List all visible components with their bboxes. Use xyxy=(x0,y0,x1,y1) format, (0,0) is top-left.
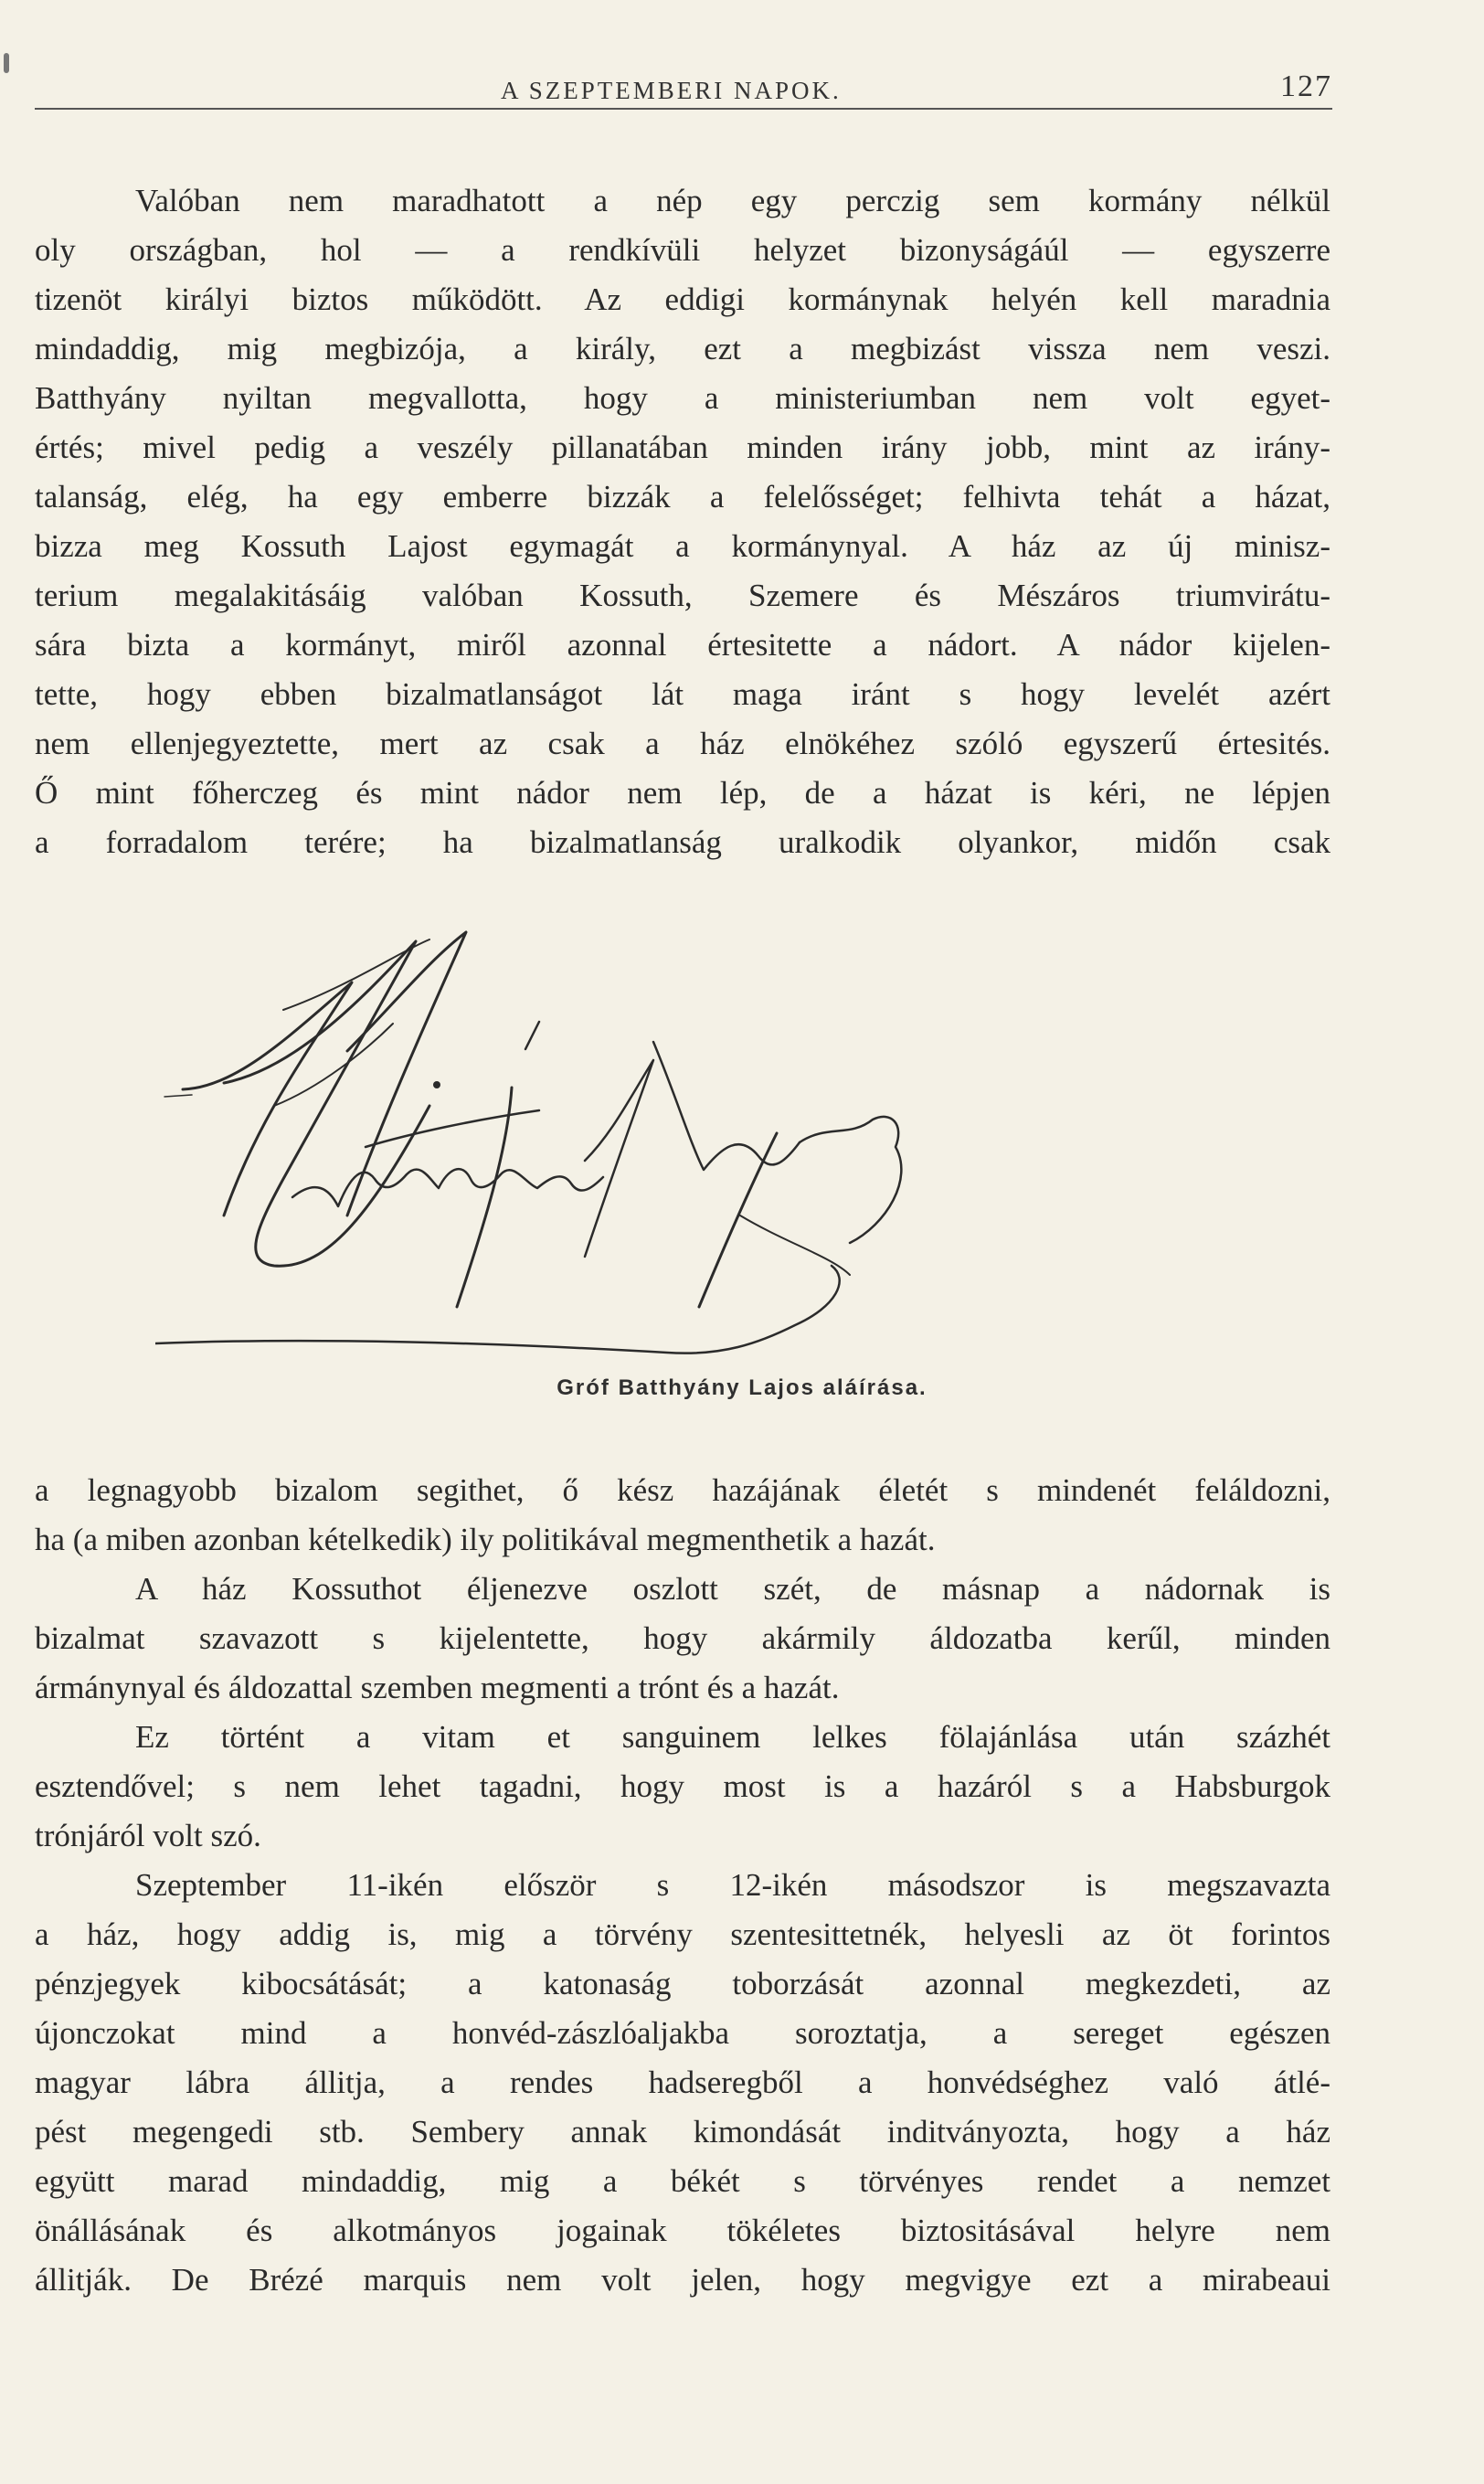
text-line: a legnagyobb bizalom segithet, ő kész hazájának életét s mindenét feláldozni, xyxy=(35,1472,1330,1508)
text-line: oly országban, hol — a rendkívüli helyzet bizonyságáúl — egyszerre xyxy=(35,232,1330,268)
text-line: ha (a miben azonban kételkedik) ily politikával megmenthetik a hazát. xyxy=(35,1522,936,1557)
text-line: bizza meg Kossuth Lajost egymagát a kormánynyal. A ház az új minisz- xyxy=(35,528,1330,564)
text-line: Ő mint főherczeg és mint nádor nem lép, de a házat is kéri, ne lépjen xyxy=(35,775,1330,811)
text-line: értés; mivel pedig a veszély pillanatában minden irány jobb, mint az irány- xyxy=(35,430,1330,465)
text-line: nem ellenjegyeztette, mert az csak a ház elnökéhez szóló egyszerű értesités. xyxy=(35,726,1330,761)
paragraph-4 xyxy=(35,1713,1330,1861)
text-block-upper xyxy=(35,176,1330,867)
text-line: újonczokat mind a honvéd-zászlóaljakba soroztatja, a sereget egészen xyxy=(35,2015,1330,2051)
text-line: a forradalom terére; ha bizalmatlanság uralkodik olyankor, midőn csak xyxy=(35,824,1330,860)
text-line: mindaddig, mig megbizója, a király, ezt a megbizást vissza nem veszi. xyxy=(35,331,1330,366)
text-line: a ház, hogy addig is, mig a törvény szentesittetnék, helyesli az öt forintos xyxy=(35,1916,1330,1952)
text-line: állitják. De Brézé marquis nem volt jelen, hogy megvigye ezt a mirabeaui xyxy=(35,2262,1330,2298)
text-line: sára bizta a kormányt, miről azonnal értesitette a nádort. A nádor kijelen- xyxy=(35,627,1330,663)
page-edge-mark xyxy=(4,53,9,73)
text-line: Valóban nem maradhatott a nép egy perczig sem kormány nélkül xyxy=(135,183,1330,218)
text-line: együtt marad mindaddig, mig a békét s törvényes rendet a nemzet xyxy=(35,2163,1330,2199)
text-block-lower xyxy=(35,1466,1330,2305)
figure-caption: Gróf Batthyány Lajos aláírása. xyxy=(556,1375,928,1400)
running-title: A SZEPTEMBERI NAPOK. xyxy=(501,77,842,104)
text-line: pénzjegyek kibocsátását; a katonaság toborzását azonnal megkezdeti, az xyxy=(35,1966,1330,2001)
text-line: esztendővel; s nem lehet tagadni, hogy most is a hazáról s a Habsburgok xyxy=(35,1768,1330,1804)
text-line: Szeptember 11-ikén először s 12-ikén másodszor is megszavazta xyxy=(135,1867,1330,1903)
text-line: talanság, elég, ha egy emberre bizzák a felelősséget; felhivta tehát a házat, xyxy=(35,479,1330,515)
text-line: A ház Kossuthot éljenezve oszlott szét, de másnap a nádornak is xyxy=(135,1571,1330,1607)
text-line: ármánynyal és áldozattal szemben megmenti a trónt és a hazát. xyxy=(35,1670,840,1705)
text-line: tette, hogy ebben bizalmatlanságot lát maga iránt s hogy levelét azért xyxy=(35,676,1330,712)
text-line: Batthyány nyiltan megvallotta, hogy a ministeriumban nem volt egyet- xyxy=(35,380,1330,416)
text-line: bizalmat szavazott s kijelentette, hogy akármily áldozatba kerűl, minden xyxy=(35,1620,1330,1656)
paragraph-3 xyxy=(35,1565,1330,1713)
text-line: terium megalakitásáig valóban Kossuth, Szemere és Mészáros triumvirátu- xyxy=(35,578,1330,613)
text-line: trónjáról volt szó. xyxy=(35,1818,261,1853)
text-line: pést megengedi stb. Sembery annak kimondását inditványozta, hogy a ház xyxy=(35,2114,1330,2150)
signature-image xyxy=(155,914,1197,1371)
paragraph-2 xyxy=(35,1466,1330,1565)
page-header xyxy=(35,64,1332,110)
text-line: Ez történt a vitam et sanguinem lelkes fölajánlása után százhét xyxy=(135,1719,1330,1755)
text-line: önállásának és alkotmányos jogainak tökéletes biztositásával helyre nem xyxy=(35,2213,1330,2248)
text-line: tizenöt királyi biztos működött. Az eddigi kormánynak helyén kell maradnia xyxy=(35,281,1330,317)
page-number: 127 xyxy=(1280,69,1332,103)
paragraph-1 xyxy=(35,176,1330,867)
text-line: magyar lábra állitja, a rendes hadseregből a honvédséghez való átlé- xyxy=(35,2065,1330,2100)
header-rule xyxy=(35,108,1332,110)
paragraph-5 xyxy=(35,1861,1330,2305)
